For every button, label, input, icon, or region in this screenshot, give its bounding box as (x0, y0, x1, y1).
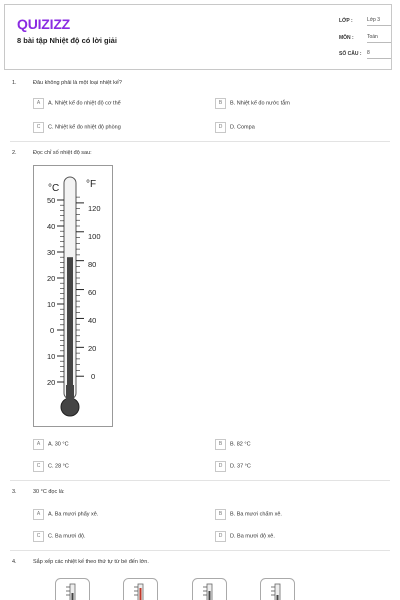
quizizz-logo: QUIZIZZ (17, 16, 71, 32)
question-3-option-c[interactable] (33, 531, 86, 541)
subject-value: Toán (367, 34, 391, 43)
thermometer-thumbnail-3 (193, 579, 227, 600)
celsius-tick-label: 10 (47, 300, 56, 309)
fahrenheit-tick-label: 0 (91, 372, 96, 381)
mercury-column (67, 257, 73, 397)
thermometer-image (33, 165, 113, 427)
option-text: A. Nhiệt kế đo nhiệt độ cơ thể (48, 100, 121, 107)
question-4-text: Sắp xếp các nhiệt kế theo thứ tự từ bé đến lớn. (33, 559, 149, 565)
question-2-text: Đọc chỉ số nhiệt độ sau: (33, 150, 92, 156)
option-text: C. Ba mươi độ. (48, 533, 86, 540)
grade-value: Lớp 3 (367, 17, 391, 26)
question-3-number: 3. (12, 489, 17, 495)
option-text: B. 82 °C (230, 441, 251, 448)
question-2-option-b[interactable] (215, 439, 251, 449)
celsius-tick-label: 30 (47, 248, 56, 257)
divider (10, 141, 390, 142)
question-1-text: Đâu không phải là một loại nhiệt kế? (33, 80, 122, 86)
question-2-option-a[interactable] (33, 439, 69, 449)
fahrenheit-tick-label: 100 (88, 232, 101, 241)
option-letter-box: C (33, 461, 44, 472)
option-letter-box: D (215, 122, 226, 133)
option-text: C. 28 °C (48, 463, 69, 470)
fahrenheit-tick-label: 120 (88, 204, 101, 213)
worksheet-header (4, 4, 392, 70)
option-text: B. Ba mươi chấm xê. (230, 511, 282, 518)
celsius-unit-label: °C (48, 183, 60, 194)
thermometer-thumbnail-1 (56, 579, 90, 600)
option-text: D. Ba mươi độ xê. (230, 533, 275, 540)
question-3-option-b[interactable] (215, 509, 282, 519)
option-text: D. Compa (230, 124, 255, 131)
option-letter-box: A (33, 509, 44, 520)
question-2-option-d[interactable] (215, 461, 251, 471)
fahrenheit-tick-label: 80 (88, 260, 97, 269)
question-4-number: 4. (12, 559, 17, 565)
question-3-text: 30 °C đọc là: (33, 489, 65, 495)
option-text: A. Ba mươi phẩy xê. (48, 511, 99, 518)
question-count-value: 8 (367, 50, 391, 59)
divider (10, 480, 390, 481)
celsius-tick-label: 0 (50, 326, 55, 335)
fahrenheit-unit-label: °F (86, 179, 97, 190)
question-2-option-c[interactable] (33, 461, 69, 471)
question-3-option-a[interactable] (33, 509, 98, 519)
option-letter-box: C (33, 531, 44, 542)
question-3-option-d[interactable] (215, 531, 275, 541)
option-text: B. Nhiệt kế đo nước tắm (230, 100, 290, 107)
question-1-option-c[interactable] (33, 122, 121, 132)
celsius-tick-label: 10 (47, 352, 56, 361)
option-letter-box: B (215, 98, 226, 109)
option-letter-box: A (33, 98, 44, 109)
option-letter-box: B (215, 439, 226, 450)
fahrenheit-tick-label: 20 (88, 344, 97, 353)
question-1-option-b[interactable] (215, 98, 290, 108)
subject-label: MÔN : (339, 35, 354, 41)
celsius-tick-label: 20 (47, 274, 56, 283)
option-text: A. 30 °C (48, 441, 69, 448)
celsius-tick-label: 20 (47, 378, 56, 387)
option-letter-box: A (33, 439, 44, 450)
worksheet-title: 8 bài tập Nhiệt độ có lời giải (17, 36, 117, 45)
celsius-tick-label: 50 (47, 196, 56, 205)
fahrenheit-tick-label: 60 (88, 288, 97, 297)
question-count-label: SỐ CÂU : (339, 51, 362, 57)
divider (10, 550, 390, 551)
option-text: D. 37 °C (230, 463, 251, 470)
option-letter-box: D (215, 531, 226, 542)
question-1-option-a[interactable] (33, 98, 121, 108)
thermometer-thumbnail-4 (261, 579, 295, 600)
celsius-tick-label: 40 (47, 222, 56, 231)
option-letter-box: C (33, 122, 44, 133)
grade-label: LỚP : (339, 18, 353, 24)
option-text: C. Nhiệt kế đo nhiệt độ phòng (48, 124, 121, 131)
question-1-number: 1. (12, 80, 17, 86)
question-1-option-d[interactable] (215, 122, 255, 132)
question-4-thermometer-images (55, 577, 315, 600)
option-letter-box: D (215, 461, 226, 472)
option-letter-box: B (215, 509, 226, 520)
fahrenheit-tick-label: 40 (88, 316, 97, 325)
question-2-number: 2. (12, 150, 17, 156)
thermometer-thumbnail-2 (124, 579, 158, 600)
